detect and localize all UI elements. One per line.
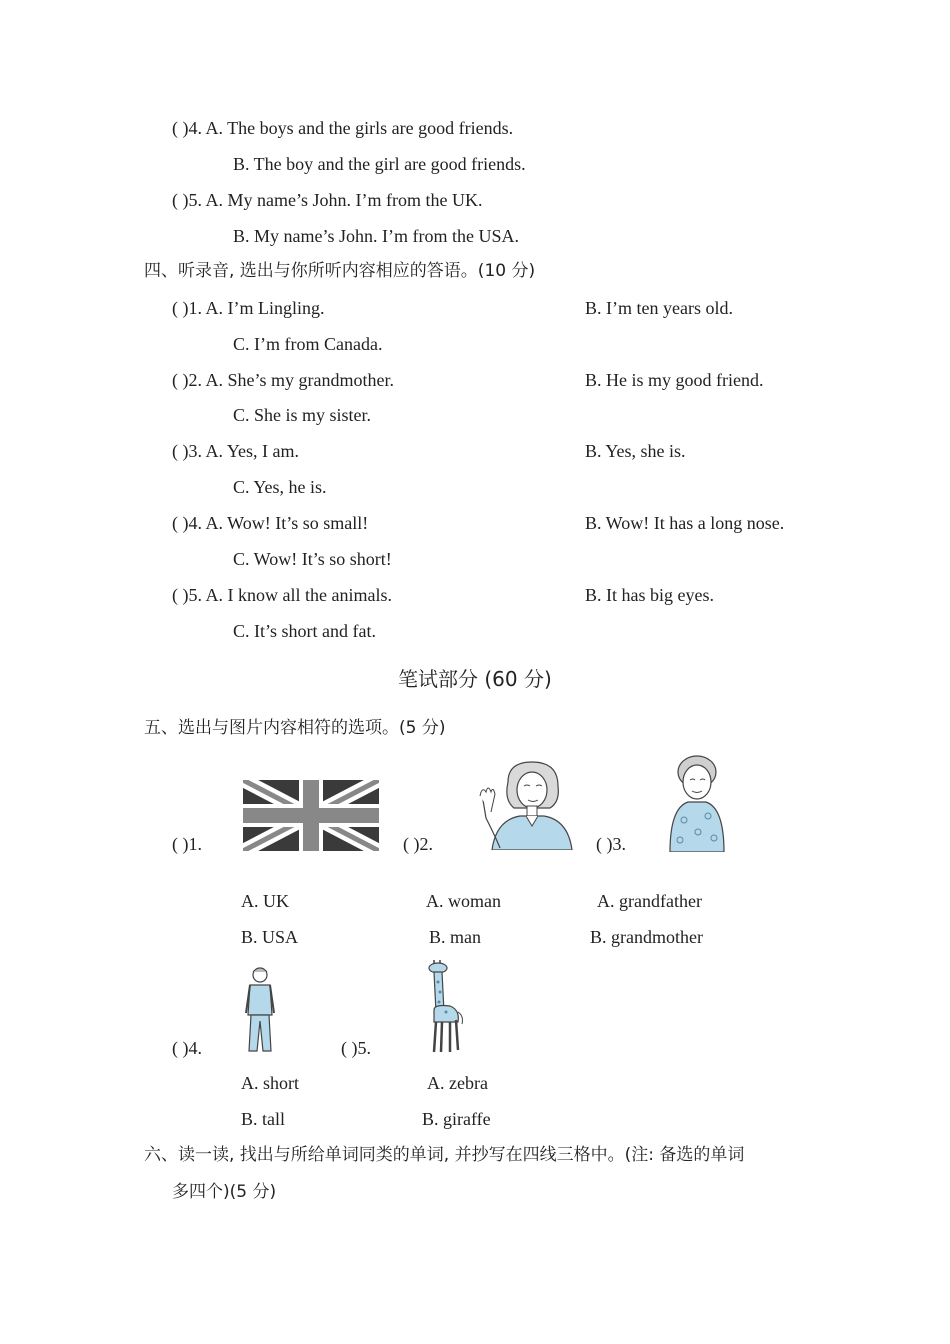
s4-q4-option-b: B. Wow! It has a long nose. bbox=[585, 513, 785, 533]
s3-q5-option-b: B. My name’s John. I’m from the USA. bbox=[233, 226, 519, 246]
grandmother-image bbox=[664, 754, 730, 852]
s5-q4-option-b: B. tall bbox=[241, 1109, 285, 1129]
section-6-heading-cont: 多四个)(5 分) bbox=[172, 1182, 277, 1202]
section-4-heading: 四、听录音, 选出与你所听内容相应的答语。(10 分) bbox=[144, 261, 536, 281]
s3-q4-option-b: B. The boy and the girl are good friends. bbox=[233, 154, 526, 174]
s4-q3-option-c: C. Yes, he is. bbox=[233, 477, 327, 497]
s4-q3-option-a: ( )3. A. Yes, I am. bbox=[172, 441, 300, 461]
s4-q1-option-c: C. I’m from Canada. bbox=[233, 334, 383, 354]
s5-q4-option-a: A. short bbox=[241, 1073, 299, 1093]
written-part-title: 笔试部分 (60 分) bbox=[398, 667, 552, 691]
s3-q5-option-a: ( )5. A. My name’s John. I’m from the UK. bbox=[172, 190, 483, 210]
s5-q5-number: ( )5. bbox=[341, 1038, 371, 1058]
section-6-heading: 六、读一读, 找出与所给单词同类的单词, 并抄写在四线三格中。(注: 备选的单词 bbox=[144, 1145, 745, 1165]
s5-q1-option-b: B. USA bbox=[241, 927, 299, 947]
s5-q2-option-b: B. man bbox=[429, 927, 481, 947]
s5-q5-option-a: A. zebra bbox=[427, 1073, 488, 1093]
s4-q5-option-a: ( )5. A. I know all the animals. bbox=[172, 585, 392, 605]
s4-q1-option-a: ( )1. A. I’m Lingling. bbox=[172, 298, 325, 318]
s5-q3-option-b: B. grandmother bbox=[590, 927, 703, 947]
giraffe-image bbox=[422, 960, 464, 1054]
s3-q4-option-a: ( )4. A. The boys and the girls are good friends. bbox=[172, 118, 514, 138]
s5-q5-option-b: B. giraffe bbox=[422, 1109, 491, 1129]
s5-q3-number: ( )3. bbox=[596, 834, 626, 854]
section-5-heading: 五、选出与图片内容相符的选项。(5 分) bbox=[144, 718, 446, 738]
s4-q5-option-c: C. It’s short and fat. bbox=[233, 621, 376, 641]
s5-q2-option-a: A. woman bbox=[426, 891, 501, 911]
s5-q1-number: ( )1. bbox=[172, 834, 202, 854]
s5-q1-option-a: A. UK bbox=[241, 891, 289, 911]
s4-q1-option-b: B. I’m ten years old. bbox=[585, 298, 733, 318]
uk-flag-image bbox=[243, 780, 379, 851]
s4-q3-option-b: B. Yes, she is. bbox=[585, 441, 686, 461]
tall-boy-image bbox=[242, 965, 278, 1055]
s5-q3-option-a: A. grandfather bbox=[597, 891, 702, 911]
s4-q5-option-b: B. It has big eyes. bbox=[585, 585, 714, 605]
s4-q4-option-c: C. Wow! It’s so short! bbox=[233, 549, 392, 569]
s5-q4-number: ( )4. bbox=[172, 1038, 202, 1058]
s4-q2-option-b: B. He is my good friend. bbox=[585, 370, 764, 390]
woman-image bbox=[478, 760, 574, 850]
s4-q4-option-a: ( )4. A. Wow! It’s so small! bbox=[172, 513, 369, 533]
s4-q2-option-a: ( )2. A. She’s my grandmother. bbox=[172, 370, 394, 390]
s4-q2-option-c: C. She is my sister. bbox=[233, 405, 372, 425]
s5-q2-number: ( )2. bbox=[403, 834, 433, 854]
